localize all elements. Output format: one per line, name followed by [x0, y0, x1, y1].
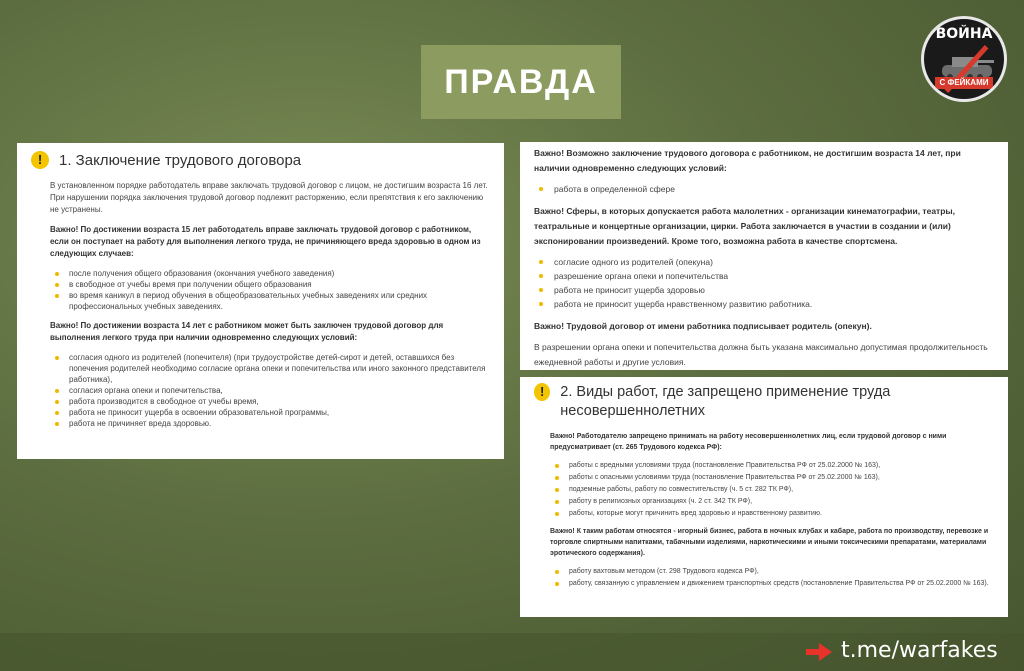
section-heading [534, 383, 994, 421]
list-item: работа не приносит ущерба здоровью [534, 283, 994, 297]
note-14-years: Важно! По достижении возраста 14 лет с работником может быть заключен трудовой договор для выполнения легкого труда при наличии одновременно следующих условий: [50, 321, 444, 342]
list-more [550, 566, 994, 590]
list-item: работу, связанную с управлением и движением транспортных средств (постановление Правительства РФ от 25.02.2000 № 163). [550, 578, 994, 590]
note-forbidden: Важно! Работодателю запрещено принимать на работу несовершеннолетних лиц, если трудовой договор с ними предусматривает (ст. 265 Трудового кодекса РФ): [550, 433, 947, 451]
list-item: согласия органа опеки и попечительства, [50, 385, 490, 396]
note-under-14: Важно! Возможно заключение трудового договора с работником, не достигшим возраста 14 лет, при наличии одновременно следующих условий: [534, 148, 961, 173]
warning-icon: ! [31, 151, 49, 169]
list-forbidden [550, 460, 994, 520]
panel-under-14 [520, 142, 1008, 370]
note-spheres: Важно! Сферы, в которых допускается работа малолетних - организации кинематографии, театры, театральные и концертные организации, цирки. Работа заключается в участии в создании и (или) экспонировании произведений. Кроме того, возможна работа в качестве спортсмена. [534, 206, 956, 246]
intro-paragraph: В установленном порядке работодатель вправе заключать трудовой договор с лицом, не достигшим возраста 16 лет. При нарушении порядка заключения трудовой договор подлежит расторжению, если препятствия к его заключению не устранены. [50, 181, 488, 214]
list-14-years [50, 352, 490, 429]
list-item: работу вахтовым методом (ст. 298 Трудового кодекса РФ), [550, 566, 994, 578]
logo-top-text: ВОЙНА [935, 26, 993, 42]
list-item: разрешение органа опеки и попечительства [534, 269, 994, 283]
warning-icon: ! [534, 383, 550, 401]
arrow-right-icon [806, 643, 832, 661]
channel-logo [921, 16, 1007, 102]
list-item: работа производится в свободное от учебы время, [50, 396, 490, 407]
list-item: работы, которые могут причинить вред здоровью и нравственному развитию. [550, 508, 994, 520]
list-item: работу в религиозных организациях (ч. 2 ст. 342 ТК РФ), [550, 496, 994, 508]
list-item: работа в определенной сфере [534, 182, 994, 196]
list-item: во время каникул в период обучения в общеобразовательных учебных заведениях или средних профессиональных учебных заведениях. [50, 290, 490, 312]
section-heading [31, 151, 490, 170]
list-item: работы с опасными условиями труда (постановление Правительства РФ от 25.02.2000 № 163), [550, 472, 994, 484]
note-signature: Важно! Трудовой договор от имени работника подписывает родитель (опекун). [534, 321, 872, 331]
logo-bottom-text: С ФЕЙКАМИ [935, 77, 993, 89]
list-item: согласия одного из родителей (попечителя) (при трудоустройстве детей-сирот и детей, оставшихся без попечения родителей необходимо согласие органа опеки и попечительства или иного законного представителя работника), [50, 352, 490, 385]
list-item: подземные работы, работу по совместительству (ч. 5 ст. 282 ТК РФ), [550, 484, 994, 496]
list-item: работа не причиняет вреда здоровью. [50, 418, 490, 429]
panel-employment-contract [17, 143, 504, 459]
tail-paragraph: В разрешении органа опеки и попечительства должна быть указана максимально допустимая продолжительность ежедневной работы и другие условия. [534, 342, 988, 367]
heading-text: 2. Виды работ, где запрещено применение труда несовершеннолетних [560, 384, 891, 419]
list-15-years [50, 268, 490, 312]
heading-text: 1. Заключение трудового договора [59, 152, 302, 169]
list-condition-b [534, 255, 994, 311]
list-item: после получения общего образования (окончания учебного заведения) [50, 268, 490, 279]
list-condition-a [534, 182, 994, 196]
list-item: в свободное от учебы время при получении общего образования [50, 279, 490, 290]
note-15-years: Важно! По достижении возраста 15 лет работодатель вправе заключать трудовой договор с работником, если он поступает на работу для выполнения легкого труда, не причиняющего вреда здоровью в одном из следующих случаев: [50, 225, 481, 258]
panel-forbidden-work [520, 377, 1008, 617]
note-such-works: Важно! К таким работам относятся - игорный бизнес, работа в ночных клубах и кабаре, работа по производству, перевозке и торговле спиртными напитками, табачными изделиями, наркотическими и иными токсическими препаратами, материалами эротического содержания). [550, 528, 989, 557]
page-title: ПРАВДА [421, 45, 621, 119]
list-item: работа не приносит ущерба нравственному развитию работника. [534, 297, 994, 311]
list-item: работа не приносит ущерба в освоении образовательной программы, [50, 407, 490, 418]
list-item: согласие одного из родителей (опекуна) [534, 255, 994, 269]
list-item: работы с вредными условиями труда (постановление Правительства РФ от 25.02.2000 № 163), [550, 460, 994, 472]
telegram-link[interactable]: t.me/warfakes [841, 638, 998, 663]
